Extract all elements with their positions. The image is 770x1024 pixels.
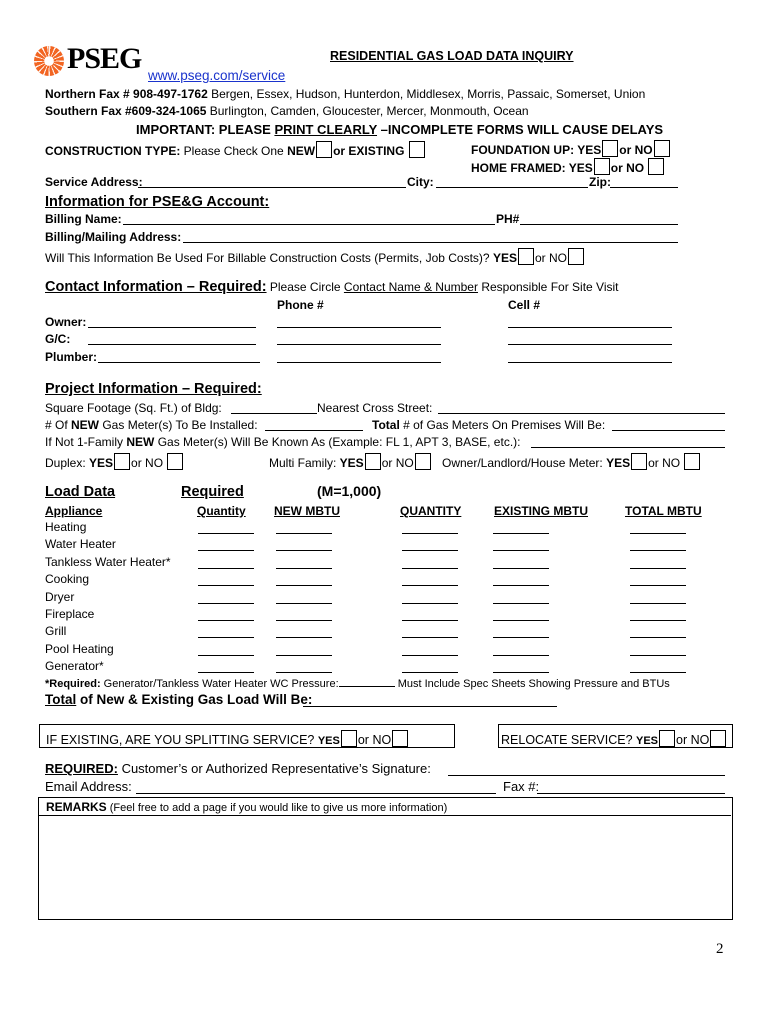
splitting-yes-checkbox[interactable]	[341, 730, 357, 747]
billing-mailing-label: Billing/Mailing Address:	[45, 230, 182, 244]
new-mbtu-field[interactable]	[276, 533, 332, 534]
col-quantity-new: Quantity	[197, 504, 246, 518]
existing-quantity-field[interactable]	[402, 655, 458, 656]
new-mbtu-field[interactable]	[276, 655, 332, 656]
zip-field[interactable]	[610, 187, 678, 188]
city-field[interactable]	[436, 187, 588, 188]
new-mbtu-field[interactable]	[276, 568, 332, 569]
owner-cell-field[interactable]	[508, 327, 672, 328]
framed-no-checkbox[interactable]	[648, 158, 664, 175]
foundation-up: FOUNDATION UP: YES or NO	[471, 140, 671, 157]
relocate-yes-checkbox[interactable]	[659, 730, 675, 747]
existing-quantity-field[interactable]	[402, 603, 458, 604]
appliance-label: Fireplace	[45, 607, 95, 621]
email-label: Email Address:	[45, 779, 132, 794]
existing-quantity-field[interactable]	[402, 550, 458, 551]
existing-quantity-field[interactable]	[402, 585, 458, 586]
plumber-label: Plumber:	[45, 350, 98, 364]
gc-phone-field[interactable]	[277, 344, 441, 345]
new-mbtu-field[interactable]	[276, 585, 332, 586]
southern-fax: Southern Fax #609-324-1065 Burlington, Camden, Gloucester, Mercer, Monmouth, Ocean	[45, 104, 529, 118]
signature-field[interactable]	[448, 775, 725, 776]
appliance-label: Grill	[45, 624, 67, 639]
pressure-note: *Required: Generator/Tankless Water Heater WC Pressure: Must Include Spec Sheets Showing Pressure and BTUs	[45, 678, 670, 690]
splitting-no-checkbox[interactable]	[392, 730, 408, 747]
city-label: City:	[407, 175, 434, 189]
fax-label: Fax #:	[503, 779, 540, 794]
new-mbtu-field[interactable]	[276, 603, 332, 604]
new-quantity-field[interactable]	[198, 568, 254, 569]
cross-street-field[interactable]	[438, 413, 725, 414]
new-quantity-field[interactable]	[198, 655, 254, 656]
existing-mbtu-field[interactable]	[493, 550, 549, 551]
duplex-no-checkbox[interactable]	[167, 453, 183, 470]
col-total-mbtu: TOTAL MBTU	[625, 504, 702, 518]
existing-mbtu-field[interactable]	[493, 603, 549, 604]
appliance-label: Cooking	[45, 572, 90, 587]
new-quantity-field[interactable]	[198, 672, 254, 673]
existing-quantity-field[interactable]	[402, 672, 458, 673]
total-mbtu-field[interactable]	[630, 603, 686, 604]
owner-meter-row: Owner/Landlord/House Meter: YES or NO	[442, 453, 701, 470]
cross-street-label: Nearest Cross Street:	[317, 401, 433, 415]
multi-yes-checkbox[interactable]	[365, 453, 381, 470]
pseg-service-link[interactable]: www.pseg.com/service	[148, 68, 286, 83]
total-meters-field[interactable]	[612, 430, 725, 431]
load-data-heading: Load Data	[45, 484, 116, 500]
existing-checkbox[interactable]	[409, 141, 425, 158]
important-notice: IMPORTANT: PLEASE PRINT CLEARLY –INCOMPLETE FORMS WILL CAUSE DELAYS	[136, 122, 664, 137]
plumber-field[interactable]	[98, 362, 260, 363]
new-quantity-field[interactable]	[198, 585, 254, 586]
col-appliance: Appliance	[45, 504, 103, 518]
owner-field[interactable]	[88, 327, 256, 328]
zip-label: Zip:	[589, 175, 611, 189]
relocate-no-checkbox[interactable]	[710, 730, 726, 747]
existing-mbtu-field[interactable]	[493, 533, 549, 534]
new-quantity-field[interactable]	[198, 603, 254, 604]
appliance-label: Dryer	[45, 589, 75, 604]
existing-quantity-field[interactable]	[402, 637, 458, 638]
appliance-label: Generator*	[45, 659, 104, 674]
owner-meter-yes-checkbox[interactable]	[631, 453, 647, 470]
billable-yes-checkbox[interactable]	[518, 248, 534, 265]
total-mbtu-field[interactable]	[630, 568, 686, 569]
total-meters-label: Total # of Gas Meters On Premises Will Be:	[372, 418, 606, 432]
new-mbtu-field[interactable]	[276, 550, 332, 551]
appliance-label: Tankless Water Heater*	[45, 554, 171, 569]
appliance-label: Water Heater	[45, 537, 116, 552]
new-mbtu-field[interactable]	[276, 620, 332, 621]
framed-yes-checkbox[interactable]	[594, 158, 610, 175]
appliance-label: Heating	[45, 520, 87, 534]
total-load-label: Total of New & Existing Gas Load Will Be:	[45, 692, 313, 707]
form-title: RESIDENTIAL GAS LOAD DATA INQUIRY	[330, 49, 574, 63]
existing-mbtu-field[interactable]	[493, 672, 549, 673]
pressure-field[interactable]	[339, 677, 395, 687]
total-mbtu-field[interactable]	[630, 620, 686, 621]
existing-quantity-field[interactable]	[402, 620, 458, 621]
billing-name-field[interactable]	[123, 224, 495, 225]
existing-mbtu-field[interactable]	[493, 568, 549, 569]
project-heading: Project Information – Required:	[45, 381, 262, 397]
new-meters-field[interactable]	[265, 430, 363, 431]
m-note: (M=1,000)	[317, 483, 382, 499]
existing-mbtu-field[interactable]	[493, 585, 549, 586]
owner-meter-no-checkbox[interactable]	[684, 453, 700, 470]
new-quantity-field[interactable]	[198, 637, 254, 638]
service-address-field[interactable]	[138, 187, 406, 188]
foundation-yes-checkbox[interactable]	[602, 140, 618, 157]
foundation-no-checkbox[interactable]	[654, 140, 670, 157]
pseg-logo-icon	[34, 46, 64, 76]
owner-phone-field[interactable]	[277, 327, 441, 328]
page-number: 2	[716, 941, 724, 957]
total-mbtu-field[interactable]	[630, 533, 686, 534]
total-mbtu-field[interactable]	[630, 585, 686, 586]
billable-no-checkbox[interactable]	[568, 248, 584, 265]
new-quantity-field[interactable]	[198, 550, 254, 551]
gc-cell-field[interactable]	[508, 344, 672, 345]
splitting-row: IF EXISTING, ARE YOU SPLITTING SERVICE? YES or NO	[46, 730, 409, 747]
existing-mbtu-field[interactable]	[493, 637, 549, 638]
ph-field[interactable]	[520, 224, 678, 225]
billing-name-label: Billing Name:	[45, 212, 122, 226]
multi-family-row: Multi Family: YES or NO	[269, 453, 432, 470]
gc-field[interactable]	[88, 344, 256, 345]
new-mbtu-field[interactable]	[276, 637, 332, 638]
col-existing-mbtu: EXISTING MBTU	[494, 504, 589, 518]
appliance-label: Pool Heating	[45, 641, 114, 656]
col-quantity-existing: QUANTITY	[400, 504, 462, 518]
duplex-yes-checkbox[interactable]	[114, 453, 130, 470]
gc-label: G/C:	[45, 332, 71, 346]
plumber-cell-field[interactable]	[508, 362, 672, 363]
multi-no-checkbox[interactable]	[415, 453, 431, 470]
relocate-row: RELOCATE SERVICE? YES or NO	[501, 730, 727, 747]
owner-label: Owner:	[45, 315, 87, 329]
new-mbtu-field[interactable]	[276, 672, 332, 673]
signature-label: REQUIRED: Customer’s or Authorized Representative’s Signature:	[45, 761, 431, 776]
service-address-label: Service Address:	[45, 175, 143, 189]
remarks-label: REMARKS (Feel free to add a page if you would like to give us more information)	[46, 800, 448, 814]
billable-question: Will This Information Be Used For Billable Construction Costs (Permits, Job Costs)? YES or NO	[45, 248, 585, 265]
existing-quantity-field[interactable]	[402, 533, 458, 534]
contact-heading-row: Contact Information – Required: Please Circle Contact Name & Number Responsible For Site Visit	[45, 279, 619, 295]
logo-text: PSEG	[67, 42, 142, 75]
sqft-label: Square Footage (Sq. Ft.) of Bldg:	[45, 401, 222, 415]
total-mbtu-field[interactable]	[630, 655, 686, 656]
email-field[interactable]	[136, 793, 496, 794]
fax-field[interactable]	[537, 793, 725, 794]
remarks-divider	[38, 815, 731, 816]
known-as-field[interactable]	[531, 447, 725, 448]
account-heading: Information for PSE&G Account:	[45, 194, 270, 210]
home-framed: HOME FRAMED: YES or NO	[471, 158, 665, 175]
new-meters-label: # Of NEW Gas Meter(s) To Be Installed:	[45, 418, 258, 432]
required-heading: Required	[181, 484, 244, 500]
cell-header: Cell #	[508, 298, 541, 312]
ph-label: PH#	[496, 212, 520, 226]
total-mbtu-field[interactable]	[630, 672, 686, 673]
col-new-mbtu: NEW MBTU	[274, 504, 340, 518]
total-mbtu-field[interactable]	[630, 550, 686, 551]
sqft-field[interactable]	[231, 413, 317, 414]
total-load-field[interactable]	[303, 706, 557, 707]
new-quantity-field[interactable]	[198, 533, 254, 534]
new-quantity-field[interactable]	[198, 620, 254, 621]
total-mbtu-field[interactable]	[630, 637, 686, 638]
existing-mbtu-field[interactable]	[493, 655, 549, 656]
existing-mbtu-field[interactable]	[493, 620, 549, 621]
plumber-phone-field[interactable]	[277, 362, 441, 363]
existing-quantity-field[interactable]	[402, 568, 458, 569]
construction-type: CONSTRUCTION TYPE: Please Check One NEW or EXISTING	[45, 141, 426, 158]
known-as-label: If Not 1-Family NEW Gas Meter(s) Will Be Known As (Example: FL 1, APT 3, BASE, etc.):	[45, 435, 521, 449]
new-checkbox[interactable]	[316, 141, 332, 158]
duplex-row: Duplex: YES or NO	[45, 453, 184, 470]
phone-header: Phone #	[277, 298, 324, 312]
billing-mailing-field[interactable]	[183, 242, 678, 243]
northern-fax: Northern Fax # 908-497-1762 Bergen, Essex, Hudson, Hunterdon, Middlesex, Morris, Passaic, Somerset, Union	[45, 87, 646, 101]
